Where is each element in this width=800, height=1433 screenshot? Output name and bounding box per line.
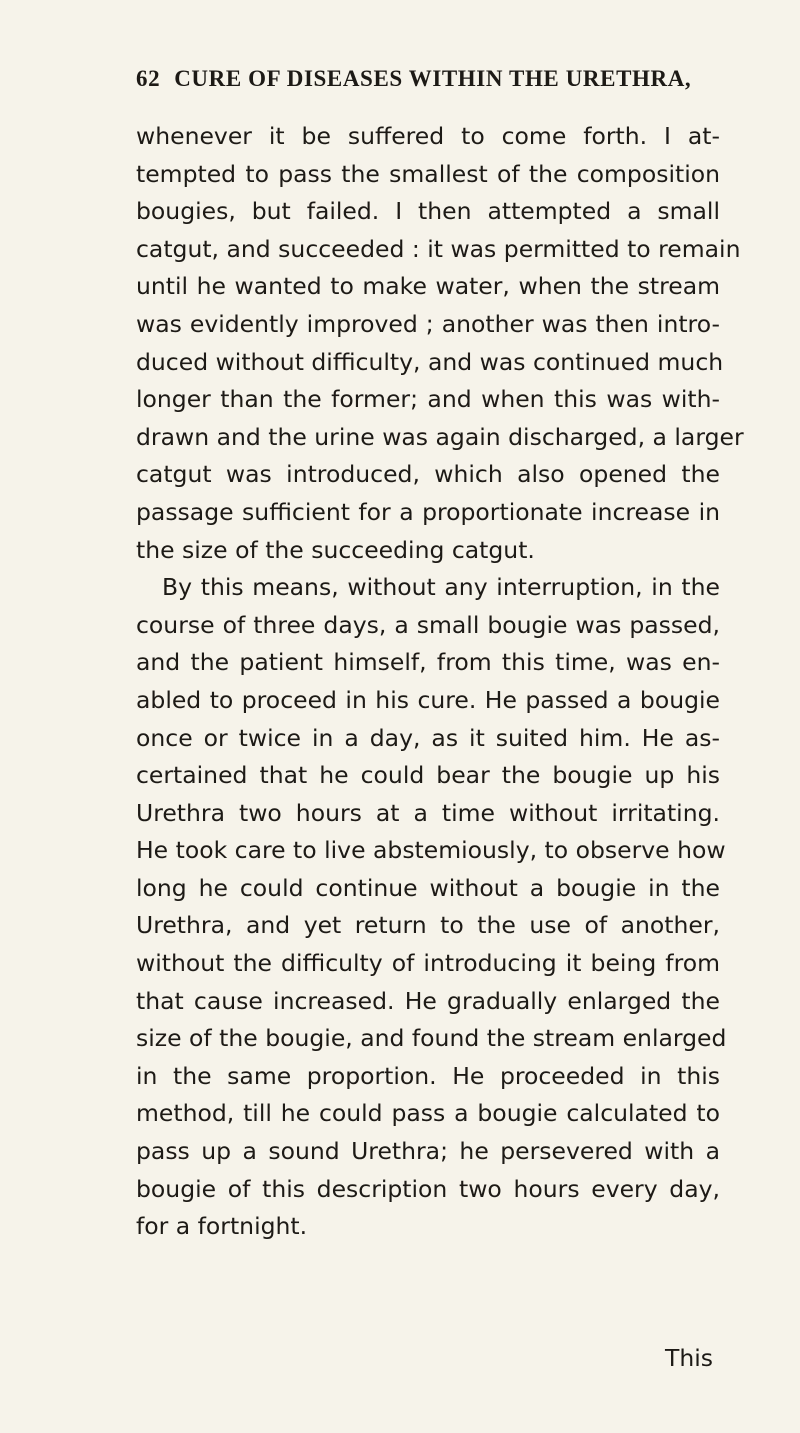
running-title: CURE OF DISEASES WITHIN THE URETHRA, xyxy=(174,66,692,91)
text-line: Urethra two hours at a time without irritating. xyxy=(136,798,720,827)
text-line: tempted to pass the smallest of the composition xyxy=(136,159,720,188)
text-line: was evidently improved ; another was then intro- xyxy=(136,309,720,338)
text-line: once or twice in a day, as it suited him. He as- xyxy=(136,723,720,752)
text-line: abled to proceed in his cure. He passed a bougie xyxy=(136,685,720,714)
text-line: catgut, and succeeded : it was permitted to remain xyxy=(136,234,741,263)
text-line: duced without difficulty, and was continued much xyxy=(136,347,724,376)
running-head xyxy=(136,66,736,100)
text-line: pass up a sound Urethra; he persevered with a xyxy=(136,1137,720,1166)
text-line: bougies, but failed. I then attempted a small xyxy=(136,197,720,226)
text-line: that cause increased. He gradually enlarged the xyxy=(136,986,720,1015)
page-number: 62 xyxy=(136,66,161,91)
text-line: course of three days, a small bougie was passed, xyxy=(136,610,720,639)
text-line: for a fortnight. xyxy=(136,1212,308,1241)
text-line: size of the bougie, and found the stream enlarged xyxy=(136,1024,727,1053)
text-line: passage sufficient for a proportionate increase in xyxy=(136,497,720,526)
text-line: long he could continue without a bougie in the xyxy=(136,873,720,902)
catchword: This xyxy=(665,1344,714,1372)
text-line: Urethra, and yet return to the use of another, xyxy=(136,911,720,940)
text-line: whenever it be suffered to come forth. I at- xyxy=(136,122,720,150)
text-line: until he wanted to make water, when the stream xyxy=(136,272,720,301)
text-line: without the difficulty of introducing it being from xyxy=(136,949,720,978)
text-line: the size of the succeeding catgut. xyxy=(136,535,535,564)
text-line: longer than the former; and when this was with- xyxy=(136,385,720,414)
text-line: method, till he could pass a bougie calculated to xyxy=(136,1099,720,1128)
text-line: in the same proportion. He proceeded in this xyxy=(136,1061,720,1090)
text-line: certained that he could bear the bougie up his xyxy=(136,761,720,790)
text-line: By this means, without any interruption, in the xyxy=(162,573,720,602)
body-text xyxy=(136,118,744,1246)
text-line: drawn and the urine was again discharged, a larger xyxy=(136,422,744,451)
text-line: He took care to live abstemiously, to observe how xyxy=(136,836,726,865)
text-line: and the patient himself, from this time, was en- xyxy=(136,648,720,677)
text-line: catgut was introduced, which also opened the xyxy=(136,460,720,489)
text-line: bougie of this description two hours every day, xyxy=(136,1174,720,1203)
